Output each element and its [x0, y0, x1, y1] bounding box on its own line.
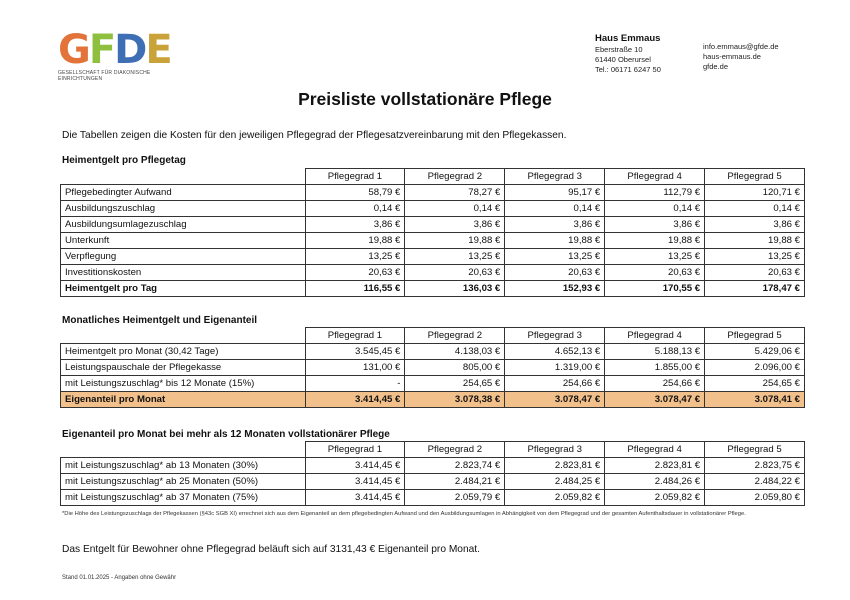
cell-pflegegrad-3: 152,93 €	[505, 281, 605, 297]
cell-pflegegrad-3: 3.078,47 €	[505, 392, 605, 408]
address-city: 61440 Oberursel	[595, 55, 651, 64]
cell-pflegegrad-4: 2.484,26 €	[605, 474, 705, 490]
table-row	[61, 344, 805, 360]
cell-pflegegrad-2: 13,25 €	[405, 249, 505, 265]
cell-pflegegrad-2: 805,00 €	[405, 360, 505, 376]
table3-title: Eigenanteil pro Monat bei mehr als 12 Monaten vollstationärer Pflege	[62, 429, 390, 440]
cell-pflegegrad-4: 1.855,00 €	[605, 360, 705, 376]
cell-pflegegrad-3: 13,25 €	[505, 249, 605, 265]
cell-pflegegrad-4: 3,86 €	[605, 217, 705, 233]
cell-pflegegrad-4: 170,55 €	[605, 281, 705, 297]
header-pflegegrad-4: Pflegegrad 4	[605, 328, 705, 344]
row-label: Verpflegung	[61, 249, 306, 265]
cell-pflegegrad-3: 3,86 €	[505, 217, 605, 233]
header-pflegegrad-2: Pflegegrad 2	[405, 442, 505, 458]
cell-pflegegrad-5: 2.096,00 €	[705, 360, 805, 376]
cell-pflegegrad-5: 0,14 €	[705, 201, 805, 217]
gfde-logo	[58, 27, 178, 82]
table-row	[61, 249, 805, 265]
cell-pflegegrad-4: 2.823,81 €	[605, 458, 705, 474]
table-row	[61, 376, 805, 392]
table-row	[61, 281, 805, 297]
cell-pflegegrad-2: 19,88 €	[405, 233, 505, 249]
cell-pflegegrad-4: 0,14 €	[605, 201, 705, 217]
cell-pflegegrad-4: 254,66 €	[605, 376, 705, 392]
row-label: Ausbildungsumlagezuschlag	[61, 217, 306, 233]
row-label: mit Leistungszuschlag* ab 25 Monaten (50%)	[61, 474, 306, 490]
cell-pflegegrad-1: 3.545,45 €	[305, 344, 405, 360]
header-row	[61, 442, 805, 458]
row-label: mit Leistungszuschlag* bis 12 Monate (15%)	[61, 376, 306, 392]
header-pflegegrad-3: Pflegegrad 3	[505, 328, 605, 344]
row-label: mit Leistungszuschlag* ab 13 Monaten (30%)	[61, 458, 306, 474]
logo-letters: GFDE	[58, 27, 171, 73]
cell-pflegegrad-5: 120,71 €	[705, 185, 805, 201]
cell-pflegegrad-2: 2.059,79 €	[405, 490, 505, 506]
table-row	[61, 458, 805, 474]
table-row	[61, 185, 805, 201]
row-label: mit Leistungszuschlag* ab 37 Monaten (75%)	[61, 490, 306, 506]
cell-pflegegrad-1: -	[305, 376, 405, 392]
header-row	[61, 169, 805, 185]
cell-pflegegrad-4: 19,88 €	[605, 233, 705, 249]
row-label: Investitionskosten	[61, 265, 306, 281]
row-label: Heimentgelt pro Tag	[61, 281, 306, 297]
row-label: Unterkunft	[61, 233, 306, 249]
cell-pflegegrad-2: 2.823,74 €	[405, 458, 505, 474]
cell-pflegegrad-1: 58,79 €	[305, 185, 405, 201]
cell-pflegegrad-1: 3.414,45 €	[305, 392, 405, 408]
cell-pflegegrad-2: 20,63 €	[405, 265, 505, 281]
cell-pflegegrad-3: 0,14 €	[505, 201, 605, 217]
header-blank	[61, 442, 306, 458]
table1-title: Heimentgelt pro Pflegetag	[62, 155, 186, 166]
cell-pflegegrad-4: 20,63 €	[605, 265, 705, 281]
table-row	[61, 217, 805, 233]
address-street: Eberstraße 10	[595, 45, 643, 54]
cell-pflegegrad-2: 136,03 €	[405, 281, 505, 297]
cell-pflegegrad-5: 5.429,06 €	[705, 344, 805, 360]
table-row	[61, 490, 805, 506]
address-phone: Tel.: 06171 6247 50	[595, 65, 661, 74]
cell-pflegegrad-5: 178,47 €	[705, 281, 805, 297]
cell-pflegegrad-3: 254,66 €	[505, 376, 605, 392]
header-blank	[61, 328, 306, 344]
cell-pflegegrad-5: 3,86 €	[705, 217, 805, 233]
table-daily-fee	[60, 168, 805, 297]
stand-date: Stand 01.01.2025 - Angaben ohne Gewähr	[62, 575, 177, 581]
cell-pflegegrad-2: 2.484,21 €	[405, 474, 505, 490]
row-label: Eigenanteil pro Monat	[61, 392, 306, 408]
header-pflegegrad-2: Pflegegrad 2	[405, 169, 505, 185]
cell-pflegegrad-2: 3,86 €	[405, 217, 505, 233]
logo-subtitle: GESELLSCHAFT FÜR DIAKONISCHE EINRICHTUNGEN	[58, 70, 151, 82]
cell-pflegegrad-3: 2.059,82 €	[505, 490, 605, 506]
cell-pflegegrad-1: 131,00 €	[305, 360, 405, 376]
row-label: Pflegebedingter Aufwand	[61, 185, 306, 201]
cell-pflegegrad-4: 112,79 €	[605, 185, 705, 201]
intro-text: Die Tabellen zeigen die Kosten für den jeweiligen Pflegegrad der Pflegesatzvereinbarung mit den Pflegekassen.	[62, 130, 567, 141]
table-row	[61, 392, 805, 408]
header-blank	[61, 169, 306, 185]
cell-pflegegrad-5: 254,65 €	[705, 376, 805, 392]
table-long-term	[60, 441, 805, 506]
cell-pflegegrad-1: 19,88 €	[305, 233, 405, 249]
table-row	[61, 233, 805, 249]
cell-pflegegrad-3: 4.652,13 €	[505, 344, 605, 360]
cell-pflegegrad-5: 20,63 €	[705, 265, 805, 281]
cell-pflegegrad-1: 13,25 €	[305, 249, 405, 265]
cell-pflegegrad-3: 20,63 €	[505, 265, 605, 281]
cell-pflegegrad-4: 5.188,13 €	[605, 344, 705, 360]
cell-pflegegrad-2: 3.078,38 €	[405, 392, 505, 408]
cell-pflegegrad-5: 2.823,75 €	[705, 458, 805, 474]
cell-pflegegrad-1: 3.414,45 €	[305, 458, 405, 474]
table-monthly-fee	[60, 327, 805, 408]
table-row	[61, 265, 805, 281]
cell-pflegegrad-2: 4.138,03 €	[405, 344, 505, 360]
cell-pflegegrad-1: 116,55 €	[305, 281, 405, 297]
cell-pflegegrad-4: 13,25 €	[605, 249, 705, 265]
cell-pflegegrad-1: 3.414,45 €	[305, 490, 405, 506]
cell-pflegegrad-4: 2.059,82 €	[605, 490, 705, 506]
cell-pflegegrad-5: 19,88 €	[705, 233, 805, 249]
cell-pflegegrad-5: 2.484,22 €	[705, 474, 805, 490]
house-address	[595, 45, 661, 75]
cell-pflegegrad-3: 1.319,00 €	[505, 360, 605, 376]
house-name: Haus Emmaus	[595, 33, 661, 44]
no-grade-note: Das Entgelt für Bewohner ohne Pflegegrad beläuft sich auf 3131,43 € Eigenanteil pro Monat.	[62, 544, 480, 555]
cell-pflegegrad-5: 3.078,41 €	[705, 392, 805, 408]
row-label: Heimentgelt pro Monat (30,42 Tage)	[61, 344, 306, 360]
footnote: *Die Höhe des Leistungszuschlags der Pflegekassen (§43c SGB XI) errechnet sich aus dem Eigenanteil an dem pflegebedingten Aufwand und den Ausbildungsumlagen in Abhängigkeit von dem Pflegegrad und der gesamten Aufenthaltsdauer in vollstationärer Pflege.	[62, 511, 746, 517]
cell-pflegegrad-2: 254,65 €	[405, 376, 505, 392]
cell-pflegegrad-2: 0,14 €	[405, 201, 505, 217]
header-pflegegrad-1: Pflegegrad 1	[305, 169, 405, 185]
page-title: Preisliste vollstationäre Pflege	[298, 89, 552, 109]
header-pflegegrad-5: Pflegegrad 5	[705, 442, 805, 458]
header-pflegegrad-3: Pflegegrad 3	[505, 169, 605, 185]
table2-title: Monatliches Heimentgelt und Eigenanteil	[62, 315, 258, 326]
header-row	[61, 328, 805, 344]
table-row	[61, 201, 805, 217]
cell-pflegegrad-1: 20,63 €	[305, 265, 405, 281]
header-pflegegrad-5: Pflegegrad 5	[705, 169, 805, 185]
contact-email: info.emmaus@gfde.de	[703, 42, 779, 51]
row-label: Ausbildungszuschlag	[61, 201, 306, 217]
header-pflegegrad-1: Pflegegrad 1	[305, 442, 405, 458]
cell-pflegegrad-3: 19,88 €	[505, 233, 605, 249]
contact-web-main: gfde.de	[703, 62, 729, 71]
cell-pflegegrad-3: 2.823,81 €	[505, 458, 605, 474]
header-pflegegrad-4: Pflegegrad 4	[605, 169, 705, 185]
header-pflegegrad-2: Pflegegrad 2	[405, 328, 505, 344]
cell-pflegegrad-3: 2.484,25 €	[505, 474, 605, 490]
cell-pflegegrad-3: 95,17 €	[505, 185, 605, 201]
cell-pflegegrad-2: 78,27 €	[405, 185, 505, 201]
cell-pflegegrad-1: 3,86 €	[305, 217, 405, 233]
cell-pflegegrad-1: 0,14 €	[305, 201, 405, 217]
cell-pflegegrad-4: 3.078,47 €	[605, 392, 705, 408]
header-pflegegrad-3: Pflegegrad 3	[505, 442, 605, 458]
table-row	[61, 360, 805, 376]
contact-web: haus-emmaus.de	[703, 52, 761, 61]
header-pflegegrad-5: Pflegegrad 5	[705, 328, 805, 344]
row-label: Leistungspauschale der Pflegekasse	[61, 360, 306, 376]
header-pflegegrad-4: Pflegegrad 4	[605, 442, 705, 458]
cell-pflegegrad-5: 13,25 €	[705, 249, 805, 265]
cell-pflegegrad-5: 2.059,80 €	[705, 490, 805, 506]
header-pflegegrad-1: Pflegegrad 1	[305, 328, 405, 344]
table-row	[61, 474, 805, 490]
cell-pflegegrad-1: 3.414,45 €	[305, 474, 405, 490]
house-contact	[703, 42, 779, 72]
